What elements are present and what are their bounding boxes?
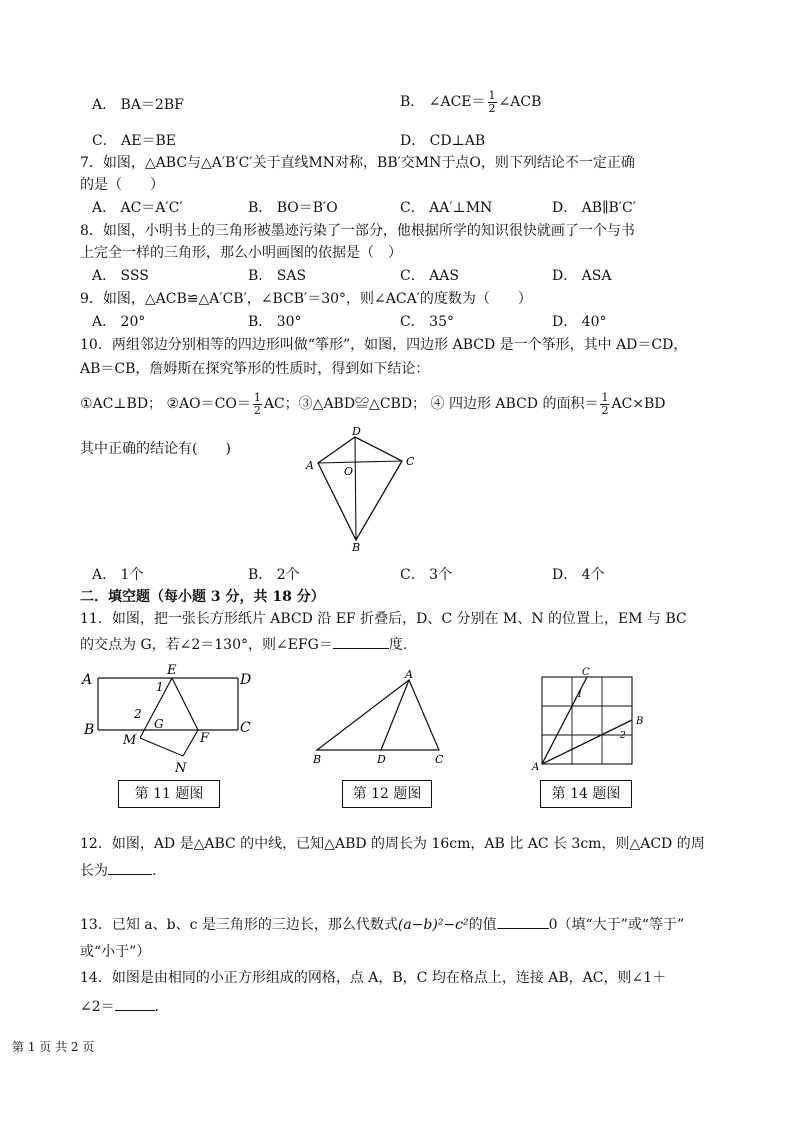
q13-stem-line1 [80, 914, 684, 934]
q14-grid-figure [530, 664, 655, 772]
q14-stem-line2 [80, 996, 159, 1016]
q10-label-b: B [352, 541, 361, 554]
q11-label-m: M [123, 733, 137, 748]
q9-option-c: C． 35° [400, 314, 454, 330]
q10-option-d: D． 4个 [552, 567, 605, 583]
q10-half-num-b: 1 [601, 391, 609, 404]
q10-result-line: 其中正确的结论有( ) [80, 441, 231, 457]
q11-fold-ef [172, 678, 198, 730]
q12-label-d: D [377, 753, 386, 766]
q11-label-d: D [240, 672, 252, 688]
q10-half-num-a: 1 [253, 391, 261, 404]
q9-option-b: B． 30° [248, 314, 302, 330]
q12-stem-line2 [80, 860, 156, 880]
q13-stem-pre: 13．已知 a、b、c 是三角形的三边长，那么代数式 [80, 917, 398, 933]
q6-fraction [488, 90, 497, 114]
q14-segment-ab [542, 720, 632, 764]
q10-diagonal-ac [318, 461, 402, 463]
q6-frac-num: 1 [488, 89, 496, 102]
q13-answer-blank[interactable] [497, 914, 549, 929]
q11-figure-caption: 第 11 题图 [118, 780, 220, 808]
q6-option-c: C． AE＝BE [92, 133, 176, 149]
q11-stem-pre: 的交点为 G，若∠2＝130°，则∠EFG＝ [80, 637, 333, 653]
q7-stem-line1: 7．如图，△ABC与△A′B′C′关于直线MN对称，BB′交MN于点O，则下列结论不一定正确 [80, 155, 635, 171]
q14-figure-caption: 第 14 题图 [540, 780, 632, 808]
section-2-title: 二．填空题（每小题 3 分，共 18 分） [80, 589, 325, 605]
q12-answer-blank[interactable] [108, 860, 152, 875]
q14-answer-blank[interactable] [115, 996, 155, 1011]
q11-label-f: F [200, 731, 210, 746]
q7-option-d: D． AB∥B′C′ [552, 200, 636, 216]
q10-stem-line1: 10．两组邻边分别相等的四边形叫做“筝形”，如图，四边形 ABCD 是一个筝形，其中 AD＝CD， [80, 337, 688, 353]
q10-stem-line2: AB＝CB，詹姆斯在探究筝形的性质时，得到如下结论： [80, 361, 430, 377]
q10-conclusion-2-post: AC [263, 396, 285, 413]
q11-answer-blank[interactable] [333, 634, 389, 649]
q14-angle-2: 2 [620, 731, 626, 741]
q14-stem-post: . [154, 999, 160, 1015]
q9-option-d: D． 40° [552, 314, 607, 330]
q12-label-b: B [313, 753, 322, 766]
q10-label-c: C [406, 455, 415, 468]
q11-angle-1: 1 [156, 680, 164, 694]
q11-angle-2: 2 [134, 707, 142, 721]
q11-label-b: B [84, 722, 95, 738]
q10-label-o: O [344, 465, 354, 478]
q10-half-fraction-a [253, 392, 262, 416]
q13-stem-post: 0（填“大于”或“等于” [548, 917, 685, 933]
q12-label-c: C [435, 753, 444, 766]
q10-option-b: B． 2个 [248, 567, 300, 583]
q6-option-d: D． CD⊥AB [400, 133, 486, 149]
q11-edge-mn [140, 738, 183, 756]
q7-option-c: C． AA′⊥MN [400, 200, 493, 216]
q14-angle-1: 1 [577, 690, 583, 700]
q6-option-b-post: ∠ACB [498, 94, 542, 111]
q6-frac-den: 2 [488, 101, 496, 115]
q8-option-b: B． SAS [248, 268, 307, 284]
q11-label-e: E [167, 664, 177, 678]
q10-kite-figure [300, 425, 420, 555]
q10-label-d: D [352, 425, 361, 438]
q14-stem-pre: ∠2＝ [80, 999, 115, 1015]
q12-label-a: A [405, 668, 413, 681]
q13-stem-line2: 或“小于”） [80, 944, 151, 960]
page-footer: 第 1 页 共 2 页 [12, 1040, 95, 1054]
q10-half-den-a: 2 [253, 403, 261, 417]
q12-stem-line1: 12．如图，AD 是△ABC 的中线，已知△ABD 的周长为 16cm，AB 比 AC 长 3cm，则△ACD 的周 [80, 836, 705, 852]
q10-half-den-b: 2 [601, 403, 609, 417]
q10-conclusions [80, 392, 666, 416]
q11-stem-line2 [80, 634, 407, 654]
q6-option-b-pre: B． ∠ACE＝ [400, 94, 486, 111]
q9-stem: 9．如图，△ACB≌△A′CB′，∠BCB′＝30°，则∠ACA′的度数为（ ） [80, 291, 532, 307]
q14-label-b: B [636, 716, 644, 727]
q8-stem-line1: 8．如图，小明书上的三角形被墨迹污染了一部分，他根据所学的知识很快就画了一个与书 [80, 223, 635, 239]
q7-stem-line2: 的是（ ） [80, 177, 164, 193]
q6-option-b [400, 90, 541, 114]
q10-conclusion-4-post: AC×BD [611, 396, 666, 413]
q10-conclusion-2-pre: ②AO＝CO＝ [166, 396, 251, 413]
q10-half-fraction-b [600, 392, 609, 416]
q13-expression: (a−b)²−c² [397, 917, 469, 933]
q10-conclusion-4-pre: ④ 四边形 ABCD 的面积＝ [430, 396, 599, 413]
q11-label-a: A [82, 672, 93, 688]
q10-option-a: A． 1个 [92, 567, 144, 583]
q11-label-g: G [154, 717, 164, 731]
q12-triangle-figure [305, 668, 455, 768]
q11-edge-nf [183, 730, 198, 756]
q12-triangle-abc [317, 680, 439, 750]
q10-conclusion-3: ；③△ABD≌△CBD； [284, 396, 427, 413]
q11-label-n: N [175, 761, 187, 776]
q10-label-a: A [306, 459, 314, 472]
q10-conclusion-1: ①AC⊥BD； [80, 396, 163, 413]
q14-grid-border [542, 677, 632, 764]
q12-stem-pre: 长为 [80, 863, 108, 879]
q8-option-c: C． AAS [400, 268, 459, 284]
q10-kite-outline [318, 437, 402, 540]
q11-fold-figure [80, 664, 270, 779]
q9-option-a: A． 20° [92, 314, 146, 330]
q7-option-b: B． BO＝B′O [248, 200, 338, 216]
q11-stem-post: 度. [388, 637, 408, 653]
q8-option-a: A． SSS [92, 268, 149, 284]
q13-stem-mid: 的值 [468, 917, 497, 933]
q14-stem-line1: 14．如图是由相同的小正方形组成的网格，点 A，B，C 均在格点上，连接 AB，AC，则∠1＋ [80, 970, 667, 986]
q8-stem-line2: 上完全一样的三角形，那么小明画图的依据是（ ） [80, 245, 402, 261]
q10-diagonal-bd [355, 437, 356, 540]
q14-label-a: A [532, 762, 540, 772]
q11-label-c: C [240, 720, 251, 736]
q8-option-d: D． ASA [552, 268, 612, 284]
q6-option-a: A． BA＝2BF [92, 97, 184, 113]
q11-stem-line1: 11．如图，把一张长方形纸片 ABCD 沿 EF 折叠后，D、C 分别在 M、N 的位置上，EM 与 BC [80, 611, 687, 627]
q12-stem-post: . [152, 863, 157, 879]
q12-figure-caption: 第 12 题图 [342, 780, 432, 808]
q10-option-c: C． 3个 [400, 567, 453, 583]
q7-option-a: A． AC＝A′C′ [92, 200, 183, 216]
q14-label-c: C [582, 667, 590, 678]
